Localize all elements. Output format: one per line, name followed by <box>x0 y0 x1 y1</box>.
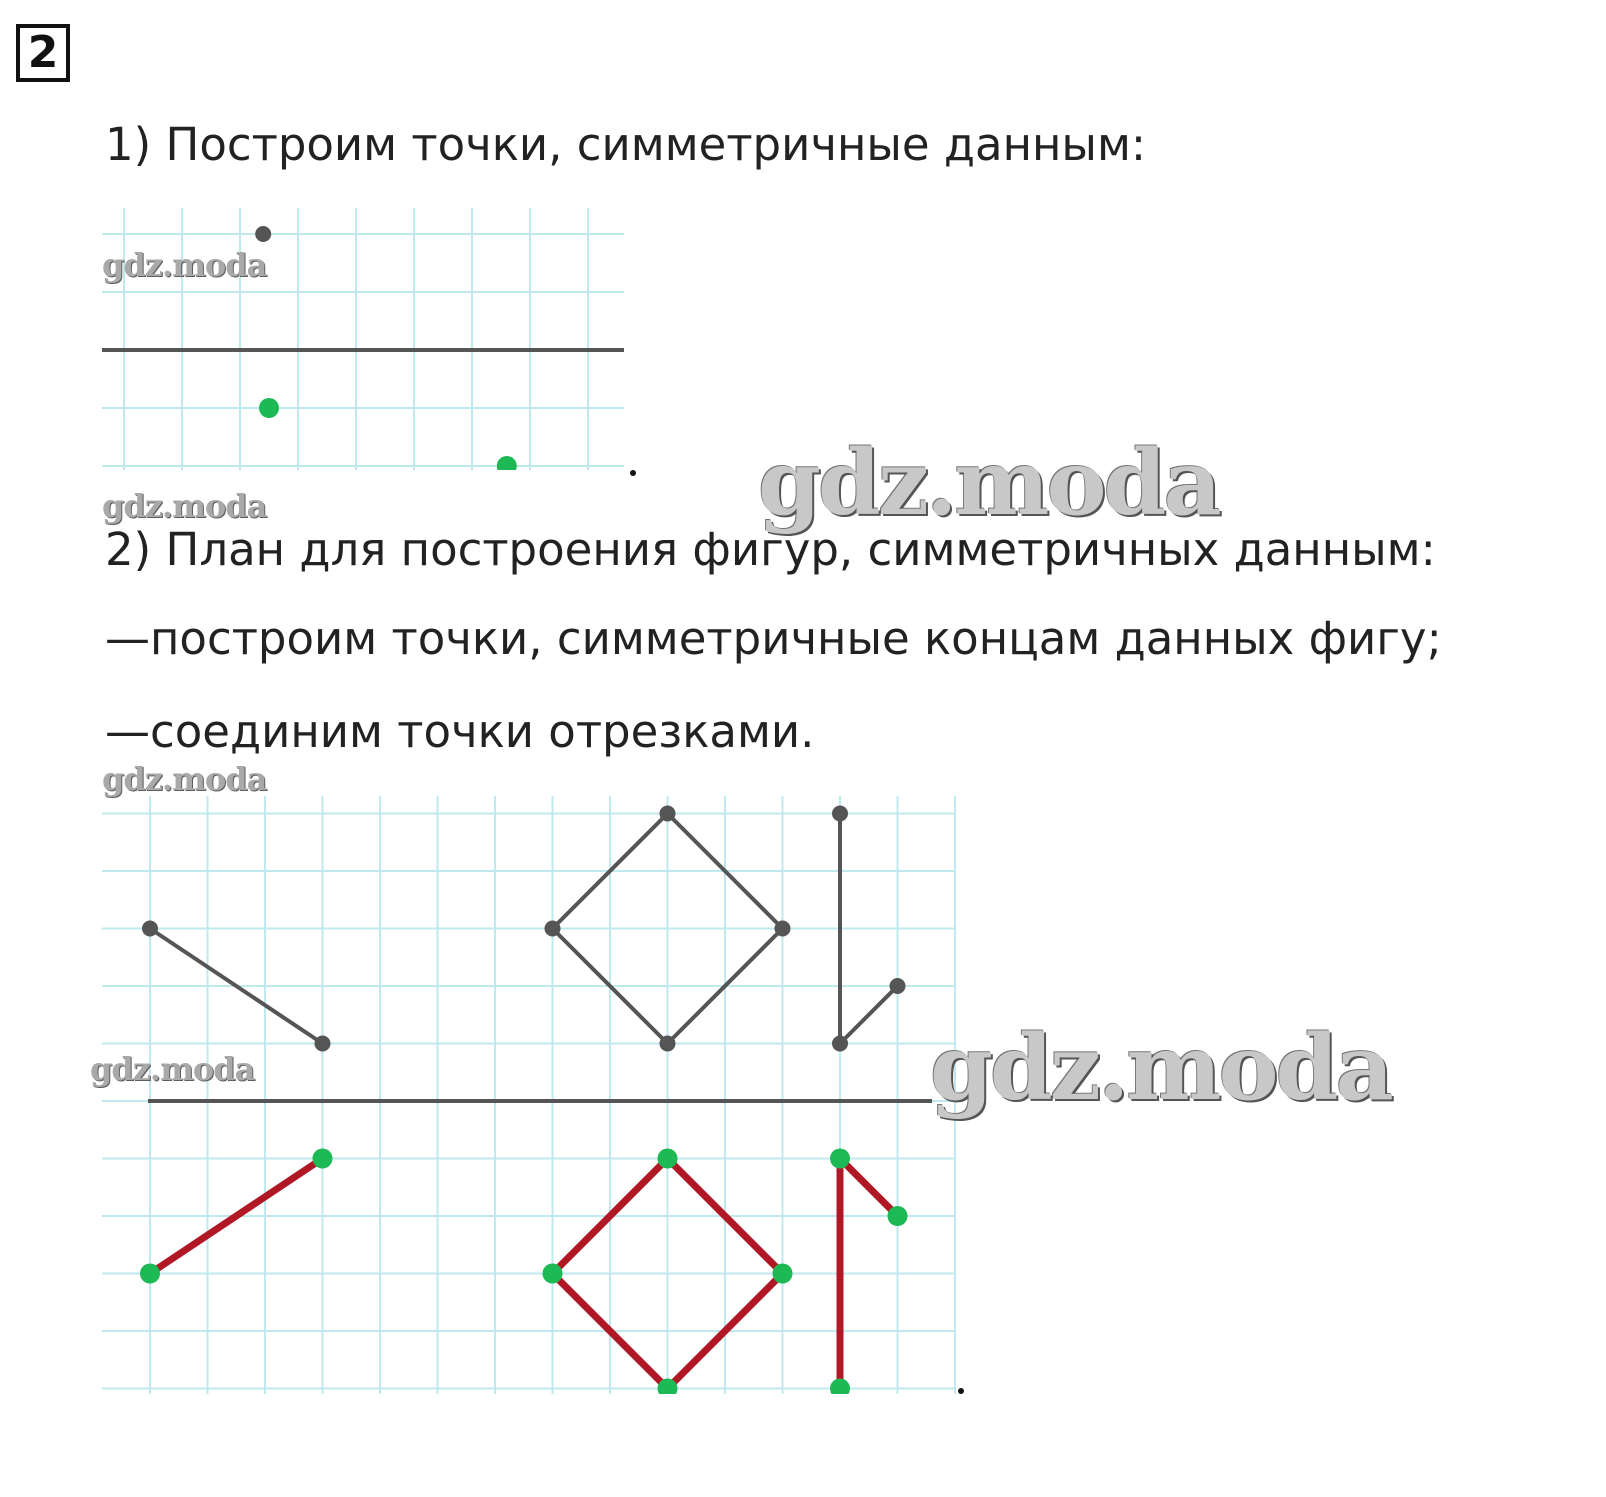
item-1-text: 1) Построим точки, симметричные данным: <box>105 118 1147 171</box>
item-2-text: 2) План для построения фигур, симметричных данным: <box>105 523 1436 576</box>
symmetric-figures-figure <box>102 796 956 1394</box>
watermark: gdz.moda <box>102 246 267 284</box>
given-point <box>315 1036 331 1052</box>
given-point <box>660 1036 676 1052</box>
watermark: gdz.moda <box>102 760 267 798</box>
given-point <box>832 806 848 822</box>
given-point <box>832 1036 848 1052</box>
mirrored-point <box>313 1149 333 1169</box>
mirrored-point <box>773 1264 793 1284</box>
mirrored-point <box>888 1206 908 1226</box>
given-point <box>775 921 791 937</box>
sentence-end-dot <box>958 1388 964 1394</box>
mirrored-point <box>543 1264 563 1284</box>
sentence-end-dot <box>630 470 636 476</box>
watermark-large: gdz.moda <box>930 1015 1391 1121</box>
mirrored-point <box>830 1149 850 1169</box>
plan-step-1: —построим точки, симметричные концам данных фигу; <box>105 612 1442 665</box>
mirrored-point <box>497 456 517 470</box>
mirrored-point <box>140 1264 160 1284</box>
mirrored-point <box>658 1149 678 1169</box>
given-point <box>660 806 676 822</box>
watermark: gdz.moda <box>90 1050 255 1088</box>
given-point <box>142 921 158 937</box>
given-point <box>255 226 271 242</box>
mirrored-point <box>259 398 279 418</box>
watermark: gdz.moda <box>102 487 267 525</box>
given-point <box>545 921 561 937</box>
watermark-large: gdz.moda <box>758 430 1219 536</box>
given-point <box>890 978 906 994</box>
task-number-box: 2 <box>16 24 70 82</box>
plan-step-2: —соединим точки отрезками. <box>105 705 815 758</box>
mirrored-point <box>830 1379 850 1395</box>
